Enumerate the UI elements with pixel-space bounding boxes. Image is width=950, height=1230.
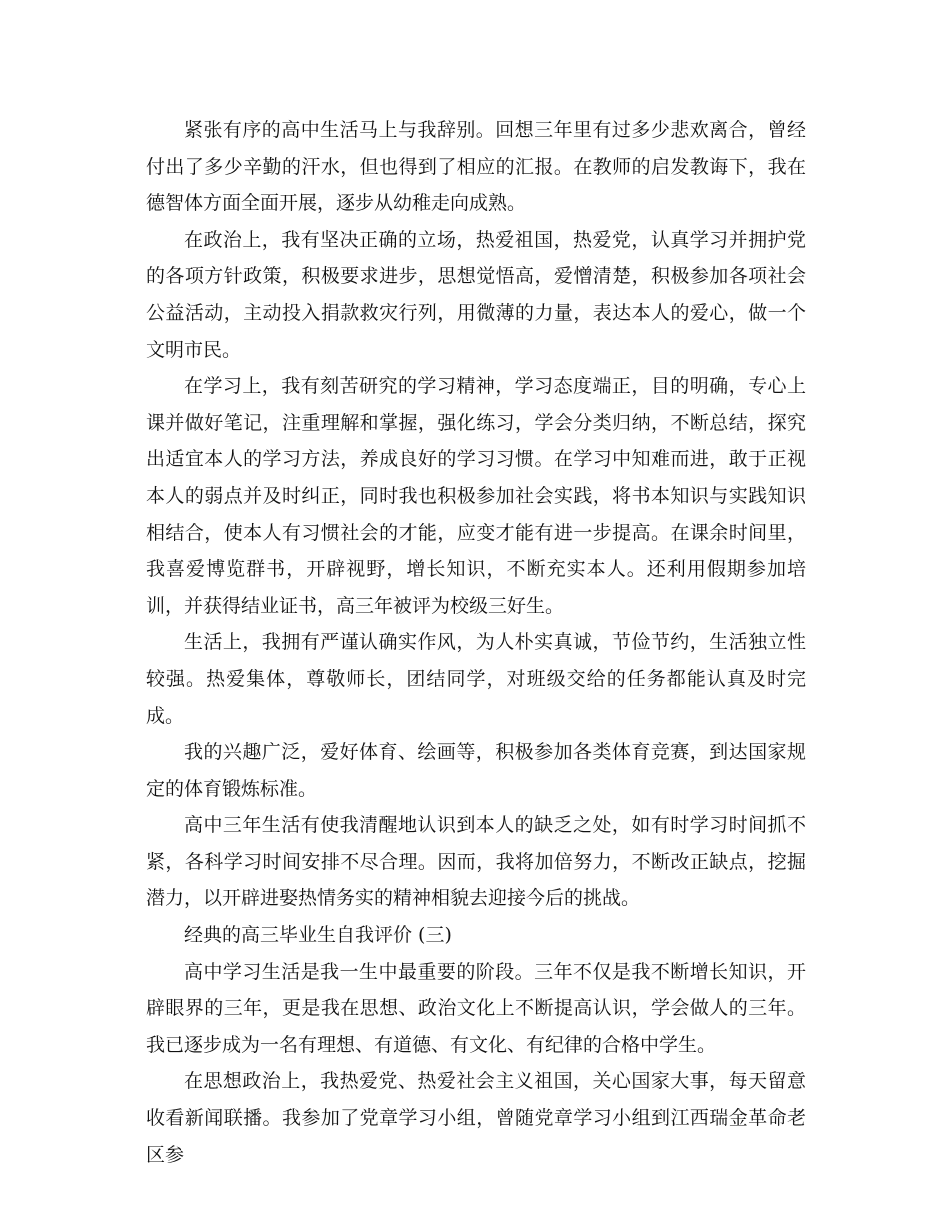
paragraph-shortcomings: 高中三年生活有使我清醒地认识到本人的缺乏之处，如有时学习时间抓不紧，各科学习时间安排不尽合理。因而，我将加倍努力，不断改正缺点，挖掘潜力，以开辟进娶热情务实的精神相貌去迎接今后的挑战。 [146,814,806,910]
paragraph-ideology: 在思想政治上，我热爱党、热爱社会主义祖国，关心国家大事，每天留意收看新闻联播。我参加了党章学习小组，曾随党章学习小组到江西瑞金革命老区参 [146,1070,806,1166]
section-heading: 经典的高三毕业生自我评价 (三) [184,924,452,947]
paragraph-study: 在学习上，我有刻苦研究的学习精神，学习态度端正，目的明确，专心上课并做好笔记，注重理解和掌握，强化练习，学会分类归纳，不断总结，探究出适宜本人的学习方法，养成良好的学习习惯。在学习中知难而进，敢于正视本人的弱点并及时纠正，同时我也积极参加社会实践，将书本知识与实践知识相结合，使本人有习惯社会的才能，应变才能有进一步提高。在课余时间里，我喜爱博览群书，开辟视野，增长知识，不断充实本人。还利用假期参加培训，并获得结业证书，高三年被评为校级三好生。 [146,375,806,617]
paragraph-life: 生活上，我拥有严谨认确实作风，为人朴实真诚，节俭节约，生活独立性较强。热爱集体，尊敬师长，团结同学，对班级交给的任务都能认真及时完成。 [146,631,806,727]
paragraph-politics: 在政治上，我有坚决正确的立场，热爱祖国，热爱党，认真学习并拥护党的各项方针政策，积极要求进步，思想觉悟高，爱憎清楚，积极参加各项社会公益活动，主动投入捐款救灾行列，用微薄的力量，表达本人的爱心，做一个文明市民。 [146,228,806,361]
paragraph-intro: 紧张有序的高中生活马上与我辞别。回想三年里有过多少悲欢离合，曾经付出了多少辛勤的汗水，但也得到了相应的汇报。在教师的启发教诲下，我在德智体方面全面开展，逐步从幼稚走向成熟。 [146,119,806,215]
paragraph-interests: 我的兴趣广泛，爱好体育、绘画等，积极参加各类体育竞赛，到达国家规定的体育锻炼标准。 [146,741,806,800]
document-body [146,112,806,1173]
paragraph-high-school: 高中学习生活是我一生中最重要的阶段。三年不仅是我不断增长知识，开辟眼界的三年，更是我在思想、政治文化上不断提高认识，学会做人的三年。我已逐步成为一名有理想、有道德、有文化、有纪律的合格中学生。 [146,960,806,1056]
